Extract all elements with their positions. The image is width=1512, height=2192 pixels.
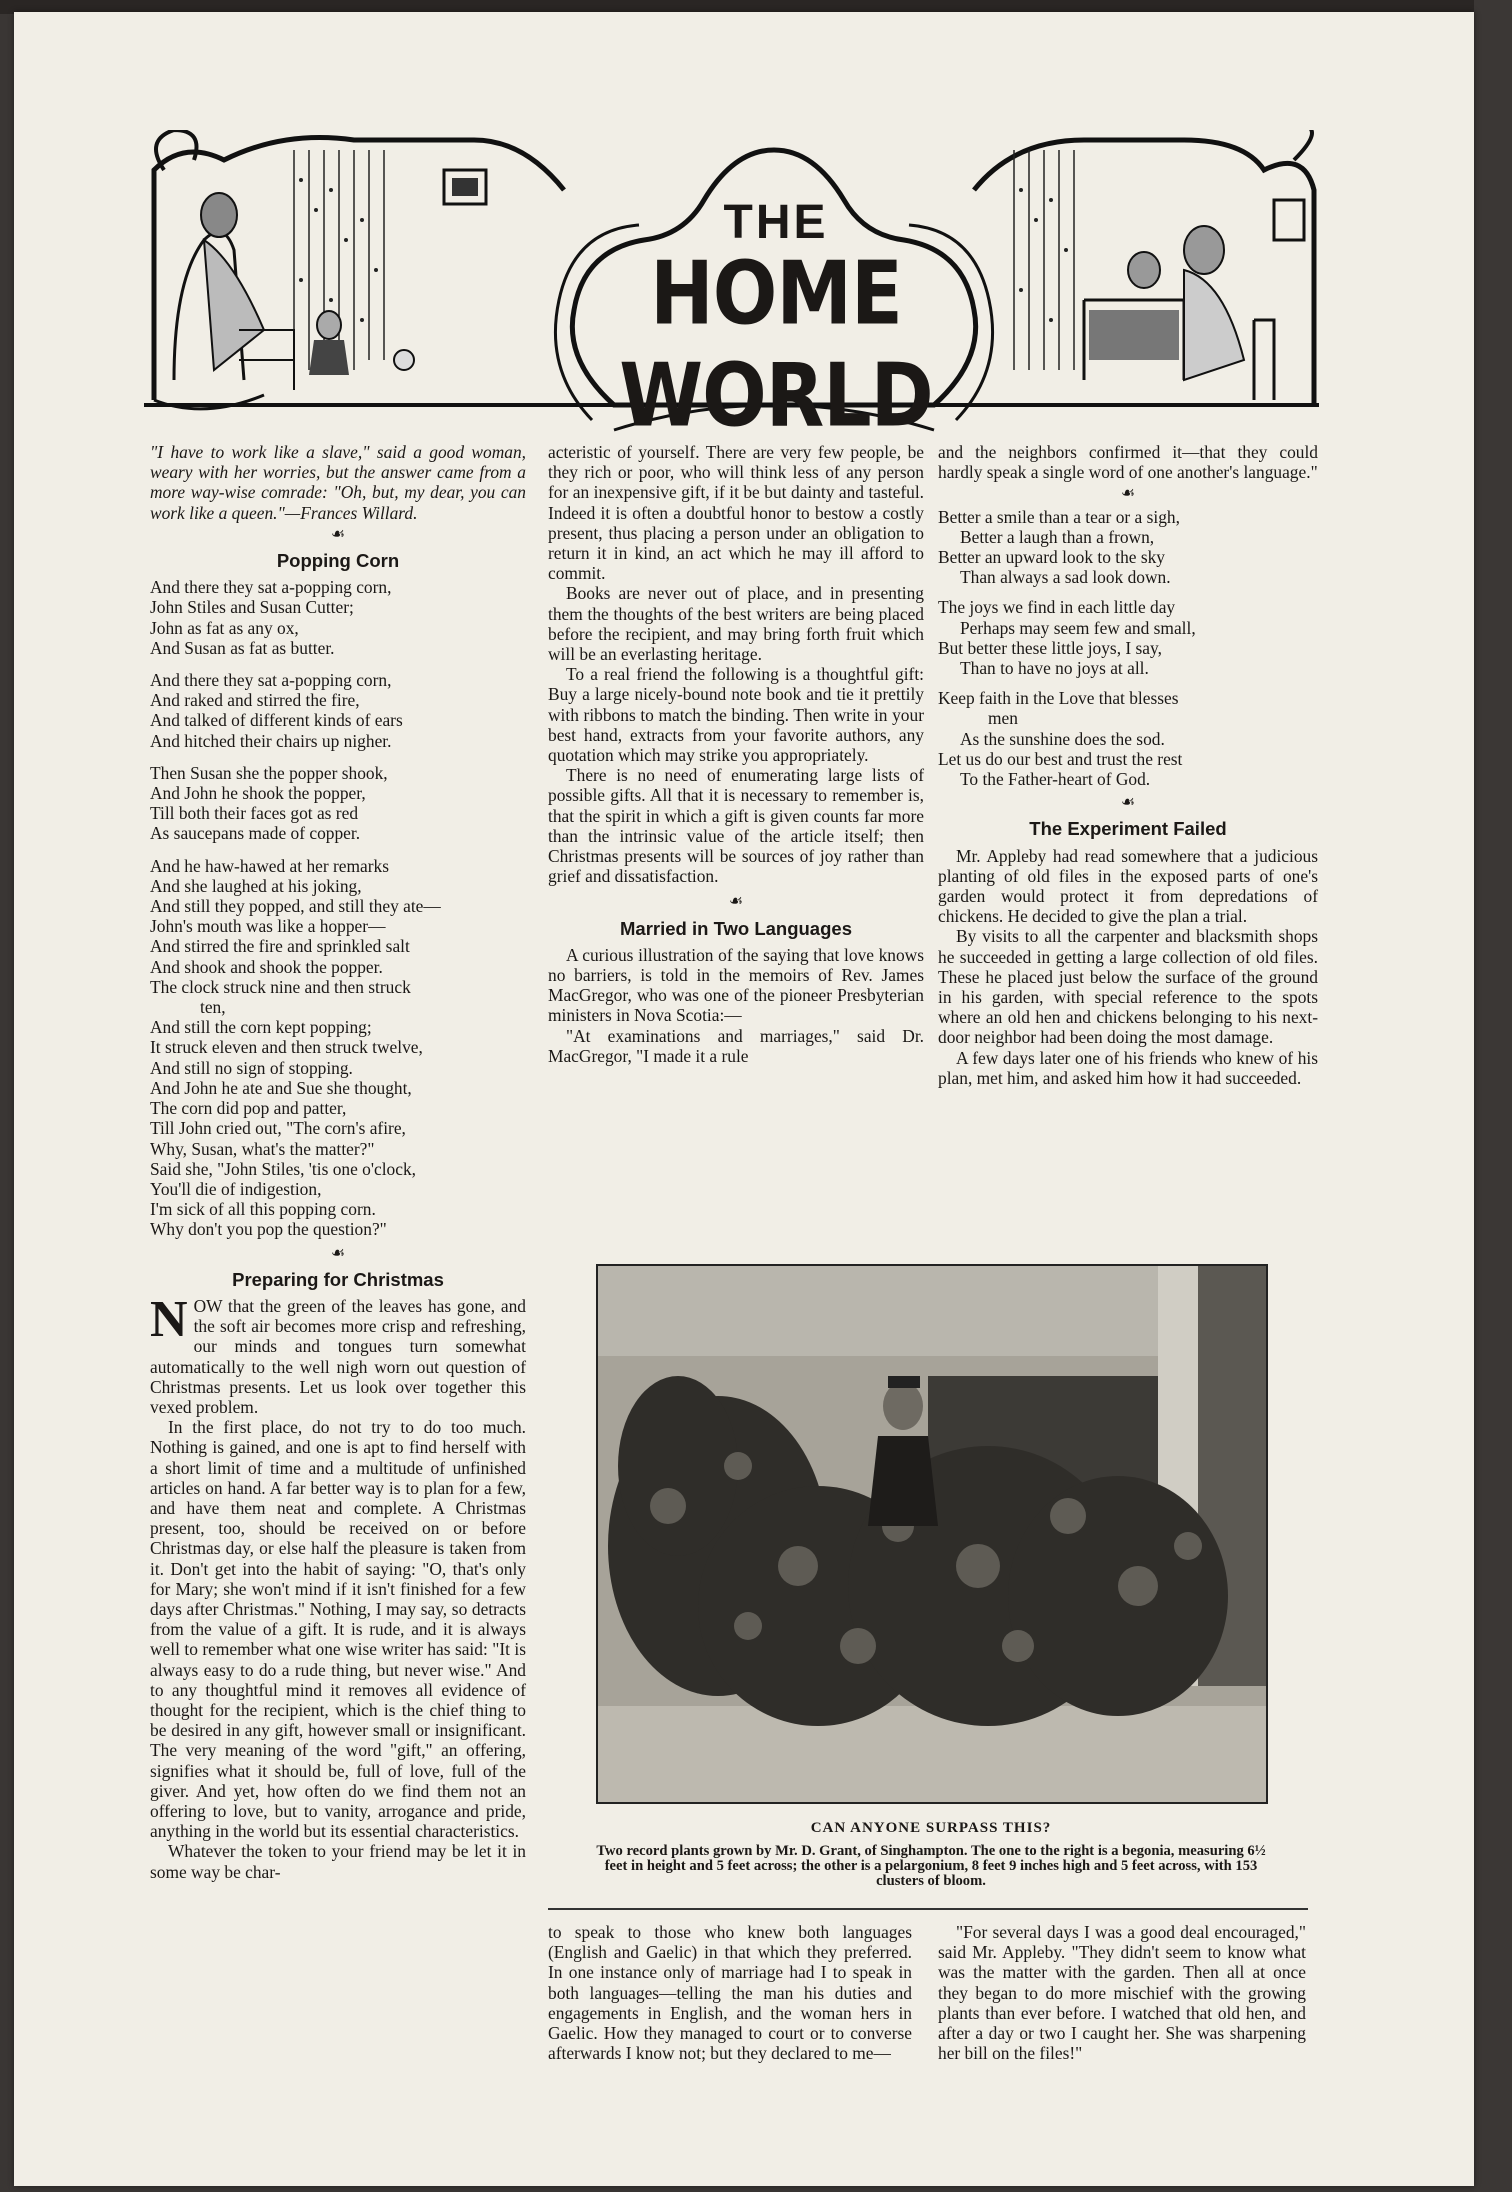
magazine-page xyxy=(14,12,1474,2186)
popping-corn-stanza-1 xyxy=(150,577,526,658)
poem-line: To the Father-heart of God. xyxy=(960,769,1151,790)
poem-line: And still the corn kept popping; xyxy=(150,1017,372,1038)
smile-poem-stanza-2 xyxy=(938,597,1318,678)
poem-line: I'm sick of all this popping corn. xyxy=(150,1199,376,1220)
poem-line: Better a smile than a tear or a sigh, xyxy=(938,506,1180,527)
popping-corn-heading: Popping Corn xyxy=(276,550,400,572)
poem-line: And she laughed at his joking, xyxy=(150,875,362,896)
popping-corn-stanza-2 xyxy=(150,670,526,751)
poem-line: And stirred the fire and sprinkled salt xyxy=(150,936,410,957)
married-paragraph-1: A curious illustration of the saying that love knows no barriers, is told in the memoirs of Rev. James MacGregor, who was one of the pioneer Presbyterian ministers in Nova Scotia:— xyxy=(548,944,924,1026)
ornament: ☙ xyxy=(1120,794,1136,812)
poem-line: The clock struck nine and then struck xyxy=(150,976,411,997)
married-conclusion-paragraph: and the neighbors confirmed it—that they could hardly speak a single word of one another's language." xyxy=(938,442,1318,483)
poem-line: And hitched their chairs up nigher. xyxy=(150,730,392,751)
poem-line: Better a laugh than a frown, xyxy=(960,526,1155,547)
poem-line: It struck eleven and then struck twelve, xyxy=(150,1037,423,1058)
christmas-continued-paragraph: acteristic of yourself. There are very few people, be they rich or poor, who will think less of any person for an inexpensive gift, if it be but dainty and tasteful. Indeed it is often a doubtful honor to bestow a costly present, thus placing a person under an obligation to return it in kind, an act which he may ill afford to commit. xyxy=(548,442,924,584)
poem-line: And talked of different kinds of ears xyxy=(150,710,403,731)
spirit-paragraph: There is no need of enumerating large lists of possible gifts. All that it is necessary to remember is, that the spirit in which a gift is given counts far more than the intrinsic value of the article itself; then Christmas presents will be sources of joy rather than grief and dissatisfaction. xyxy=(548,765,924,887)
poem-line: You'll die of indigestion, xyxy=(150,1178,322,1199)
divider-rule xyxy=(548,1908,1308,1910)
experiment-failed-heading: The Experiment Failed xyxy=(1029,818,1227,840)
ornament: ☙ xyxy=(728,893,744,911)
preparing-for-christmas-heading: Preparing for Christmas xyxy=(232,1268,444,1290)
note-book-paragraph: To a real friend the following is a thoughtful gift: Buy a large nicely-bound note book and tie it prettily with ribbons to match the binding. Then write in your best hand, extracts from your favorite authors, any quotation which may strike you appropriately. xyxy=(548,664,924,766)
poem-line: And John he ate and Sue she thought, xyxy=(150,1077,412,1098)
poem-line: As the sunshine does the sod. xyxy=(960,728,1165,749)
poem-line: And still they popped, and still they ate— xyxy=(150,896,441,917)
poem-line: And shook and shook the popper. xyxy=(150,956,383,977)
poem-line: Till both their faces got as red xyxy=(150,803,359,824)
plants-photograph xyxy=(596,1264,1268,1804)
married-in-two-languages-heading: Married in Two Languages xyxy=(620,917,852,939)
poem-line: And there they sat a-popping corn, xyxy=(150,577,392,598)
experiment-paragraph-1: Mr. Appleby had read somewhere that a judicious planting of old files in the exposed parts of one's garden would protect it from depredations of chickens. He decided to give the plan a trial. xyxy=(938,845,1318,927)
poem-line: Why don't you pop the question?" xyxy=(150,1219,387,1240)
ornament: ☙ xyxy=(330,525,346,543)
christmas-paragraph-3: Whatever the token to your friend may be let it in some way be char- xyxy=(150,1841,526,1882)
poem-line: Till John cried out, "The corn's afire, xyxy=(150,1118,406,1139)
poem-line: And he haw-hawed at her remarks xyxy=(150,855,390,876)
smile-poem-stanza-3 xyxy=(938,688,1318,789)
poem-line: And raked and stirred the fire, xyxy=(150,690,360,711)
poem-line: men xyxy=(988,708,1018,729)
poem-line: Than to have no joys at all. xyxy=(960,658,1149,679)
poem-line: Then Susan she the popper shook, xyxy=(150,762,388,783)
popping-corn-stanza-4 xyxy=(150,856,526,1240)
poem-line: As saucepans made of copper. xyxy=(150,823,361,844)
christmas-paragraph-2: In the first place, do not try to do too much. Nothing is gained, and one is apt to find herself with a short limit of time and a multitude of unfinished articles on hand. A far better way is to plan for a few, and have them neat and complete. A Christmas present, too, should be received on or before Christmas day, or else half the pleasure is taken from it. Don't get into the habit of saying: "O, that's only for Mary; she won't mind if it isn't finished for a few days after Christmas." Nothing, I may say, so detracts from the value of a gift. It is rude, and it is always well to remember what one wise writer has said: "It is always easy to do a rude thing, but never wise." And to any thoughtful mind it removes all evidence of thought for the recipient, which is the chief thing to be desired in any gift, however small or insignificant. The very meaning of the word "gift," an offering, signifies what it should be, full of love, full of the giver. And yet, how often do we find them not an offering to love, but to vanity, arrogance and pride, anything in the world but its essential characteristics. xyxy=(150,1417,526,1842)
ornament: ☙ xyxy=(1120,485,1136,503)
married-continuation-paragraph: to speak to those who knew both languages (English and Gaelic) in that which they preferred. In one instance only of marriage had I to speak in both languages—telling the man his duties and engagements in English, and the woman hers in Gaelic. How they managed to court or to converse afterwards I know not; but they declared to me— xyxy=(548,1922,912,2064)
ornament: ☙ xyxy=(330,1244,346,1262)
scan-border-right xyxy=(1474,0,1512,2192)
poem-line: ten, xyxy=(200,997,226,1018)
poem-line: But better these little joys, I say, xyxy=(938,637,1162,658)
poem-line: John Stiles and Susan Cutter; xyxy=(150,597,354,618)
column-3 xyxy=(938,442,1318,1088)
masthead-title: HOME WORLD xyxy=(619,241,933,447)
poem-line: Than always a sad look down. xyxy=(960,567,1171,588)
poem-line: John as fat as any ox, xyxy=(150,617,299,638)
photo-caption-title: CAN ANYONE SURPASS THIS? xyxy=(810,1820,1052,1836)
poem-line: And Susan as fat as butter. xyxy=(150,637,335,658)
paragraph-text: OW that the green of the leaves has gone, and the soft air becomes more crisp and refreshing, our minds and tongues turn somewhat automatically to the well nigh worn out question of Christmas presents. Let us look over together this vexed problem. xyxy=(150,1295,526,1417)
smile-poem-stanza-1 xyxy=(938,507,1318,588)
bottom-column-2 xyxy=(548,1922,912,2063)
poem-line: The corn did pop and patter, xyxy=(150,1098,347,1119)
popping-corn-stanza-3 xyxy=(150,763,526,844)
photo-image xyxy=(598,1266,1266,1802)
experiment-paragraph-3: A few days later one of his friends who knew of his plan, met him, and asked him how it had succeeded. xyxy=(938,1047,1318,1088)
appleby-quote-paragraph: "For several days I was a good deal encouraged," said Mr. Appleby. "They didn't seem to know what was the matter with the garden. Then all at once they began to do more mischief with the growing plants than ever before. I watched that old hen, and after a day or two I caught her. She was sharpening her bill on the files!" xyxy=(938,1922,1306,2064)
photo-caption: Two record plants grown by Mr. D. Grant, of Singhampton. The one to the right is a begonia, measuring 6½ feet in height and 5 feet across; the other is a pelargonium, 8 feet 9 inches high and 5 feet across, with 153 clusters of bloom. xyxy=(596,1843,1266,1889)
experiment-paragraph-2: By visits to all the carpenter and blacksmith shops he succeeded in getting a large collection of old files. These he placed just below the surface of the ground in his garden, with special reference to the spots where an old hen and chickens belonging to his next-door neighbor had been doing the most damage. xyxy=(938,926,1318,1048)
poem-line: Why, Susan, what's the matter?" xyxy=(150,1138,375,1159)
poem-line: And still no sign of stopping. xyxy=(150,1057,353,1078)
poem-line: Let us do our best and trust the rest xyxy=(938,748,1183,769)
bottom-column-3 xyxy=(938,1922,1306,2063)
poem-line: Said she, "John Stiles, 'tis one o'clock, xyxy=(150,1158,416,1179)
masthead-the: THE xyxy=(723,196,829,249)
frances-willard-quote: "I have to work like a slave," said a good woman, weary with her worries, but the answer came from a more way-wise comrade: "Oh, but, my dear, you can work like a queen."—Frances Willard. xyxy=(150,442,526,523)
married-paragraph-2: "At examinations and marriages," said Dr. MacGregor, "I made it a rule xyxy=(548,1025,924,1066)
poem-line: And John he shook the popper, xyxy=(150,783,366,804)
books-paragraph: Books are never out of place, and in presenting them the thoughts of the best writers are being placed before the recipient, and may bring forth fruit which will be an everlasting heritage. xyxy=(548,583,924,665)
poem-line: Keep faith in the Love that blesses xyxy=(938,688,1179,709)
column-2 xyxy=(548,442,924,1066)
christmas-paragraph-1 xyxy=(150,1290,526,1417)
poem-line: Better an upward look to the sky xyxy=(938,547,1165,568)
masthead-banner xyxy=(144,130,1324,460)
poem-line: And there they sat a-popping corn, xyxy=(150,670,392,691)
column-1 xyxy=(150,442,526,1882)
drop-cap: N xyxy=(150,1290,188,1348)
poem-line: John's mouth was like a hopper— xyxy=(150,916,386,937)
poem-line: The joys we find in each little day xyxy=(938,597,1176,618)
poem-line: Perhaps may seem few and small, xyxy=(960,617,1196,638)
